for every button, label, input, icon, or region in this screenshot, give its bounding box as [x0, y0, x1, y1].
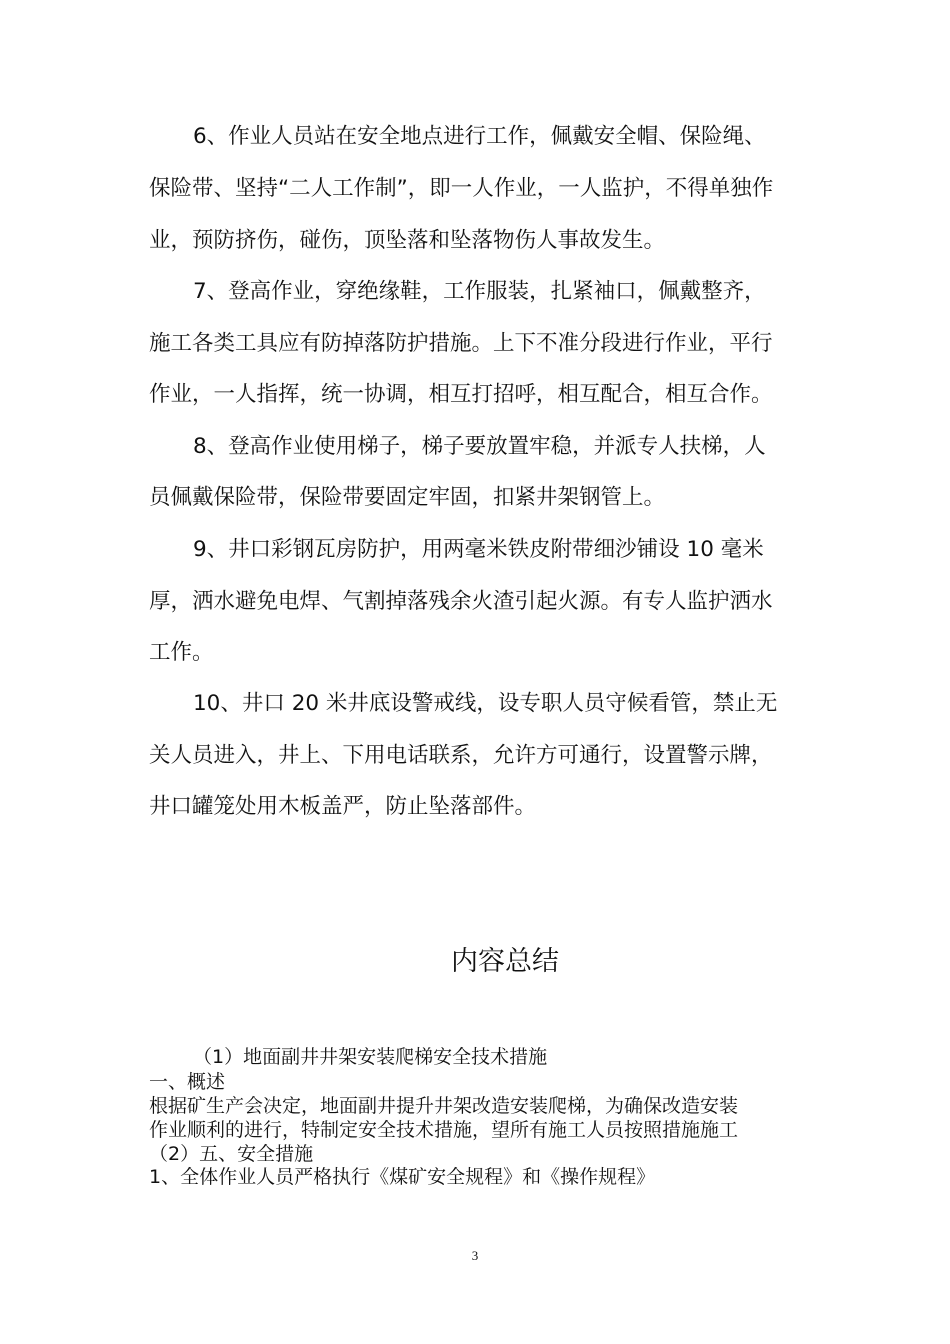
summary-line-4: 作业顺利的进行，特制定安全技术措施，望所有施工人员按照措施施工 [149, 1119, 739, 1141]
summary-line-1: （1）地面副井井架安装爬梯安全技术措施 [193, 1046, 548, 1068]
paragraph-10-line-2: 关人员进入，井上、下用电话联系，允许方可通行，设置警示牌， [149, 743, 773, 768]
paragraph-9-line-1: 9、井口彩钢瓦房防护，用两毫米铁皮附带细沙铺设 10 毫米 [193, 537, 764, 562]
summary-line-2: 一、概述 [149, 1071, 226, 1093]
paragraph-7-line-3: 作业，一人指挥，统一协调，相互打招呼，相互配合，相互合作。 [149, 382, 773, 407]
paragraph-10-line-1: 10、井口 20 米井底设警戒线，设专职人员守候看管，禁止无 [193, 691, 778, 716]
summary-title: 内容总结 [451, 946, 559, 977]
paragraph-6-line-3: 业，预防挤伤，碰伤，顶坠落和坠落物伤人事故发生。 [149, 228, 666, 253]
paragraph-6-line-2: 保险带、坚持“二人工作制”，即一人作业，一人监护，不得单独作 [149, 176, 774, 201]
paragraph-8-line-1: 8、登高作业使用梯子，梯子要放置牢稳，并派专人扶梯，人 [193, 434, 766, 459]
paragraph-6-line-1: 6、作业人员站在安全地点进行工作，佩戴安全帽、保险绳、 [193, 124, 766, 149]
paragraph-7-line-2: 施工各类工具应有防掉落防护措施。上下不准分段进行作业，平行 [149, 331, 773, 356]
summary-line-5: （2）五、安全措施 [149, 1143, 314, 1165]
summary-line-3: 根据矿生产会决定，地面副井提升井架改造安装爬梯，为确保改造安装 [149, 1095, 739, 1117]
paragraph-8-line-2: 员佩戴保险带，保险带要固定牢固，扣紧井架钢管上。 [149, 485, 666, 510]
page-number: 3 [471, 1248, 479, 1263]
paragraph-7-line-1: 7、登高作业，穿绝缘鞋，工作服装，扎紧袖口，佩戴整齐， [193, 279, 766, 304]
summary-line-6: 1、全体作业人员严格执行《煤矿安全规程》和《操作规程》 [149, 1166, 656, 1188]
paragraph-9-line-2: 厚，洒水避免电焊、气割掉落残余火渣引起火源。有专人监护洒水 [149, 589, 773, 614]
paragraph-10-line-3: 井口罐笼处用木板盖严，防止坠落部件。 [149, 794, 537, 819]
paragraph-9-line-3: 工作。 [149, 640, 214, 665]
